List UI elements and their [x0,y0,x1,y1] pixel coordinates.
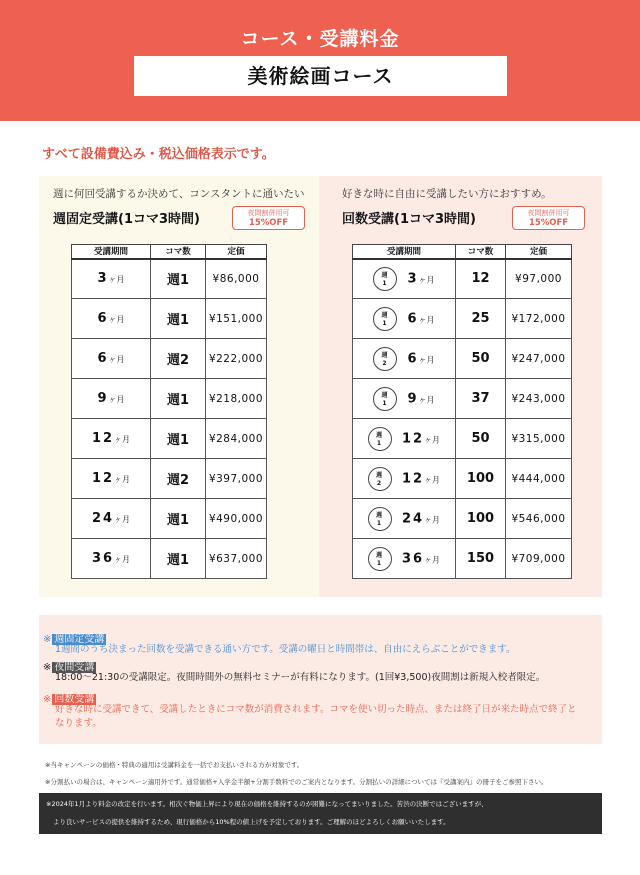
period-cell: 9ヶ月 [72,379,151,419]
weekly-tag: 週固定受講 [54,634,105,645]
weekly-title: 週固定受講(1コマ3時間) [53,212,200,227]
koma-cell: 週1 [151,419,206,459]
count-note-text-1: 好きな時に受講できて、受講したときにコマ数が消費されます。コマを使い切った時点、または終了日が来た時点で終了と [55,704,577,715]
table-row [72,419,267,459]
period-cell: 6ヶ月 [72,299,151,339]
col-header-period: 受講期間 [353,245,456,259]
count-title: 回数受講(1コマ3時間) [342,212,476,227]
course-name: 美術絵画コース [134,56,507,96]
price-cell: ¥546,000 [506,499,572,539]
koma-cell: 50 [456,339,506,379]
count-subtitle: 好きな時に自由に受講したい方におすすめ。 [342,188,552,200]
table-row [353,539,572,579]
night-note-text: 18:00〜21:30の受講限定。夜間時間外の無料セミナーが有料になります。(1回¥3,500)夜間割は新規入校者限定。 [55,672,546,683]
table-row [72,299,267,339]
period-cell: 3ヶ月 [72,259,151,299]
price-cell: ¥637,000 [206,539,267,579]
table-row [353,259,572,299]
count-discount-badge [512,206,585,230]
price-cell: ¥284,000 [206,419,267,459]
table-row [72,499,267,539]
period-cell: 週 1 12ヶ月 [353,419,456,459]
col-header-koma: コマ数 [456,245,506,259]
notice-line-2: より良いサービスの提供を維持するため、現行価格から10%程の値上げを予定しております。ご理解のほどよろしくお願いいたします。 [53,818,450,826]
koma-cell: 37 [456,379,506,419]
period-cell: 週 1 6ヶ月 [353,299,456,339]
price-cell: ¥247,000 [506,339,572,379]
price-cell: ¥444,000 [506,459,572,499]
period-cell: 36ヶ月 [72,539,151,579]
koma-cell: 100 [456,499,506,539]
koma-cell: 週1 [151,499,206,539]
koma-cell: 150 [456,539,506,579]
weekly-circle-mark: 週 1 [373,387,397,411]
notes-section [39,615,602,744]
price-cell: ¥172,000 [506,299,572,339]
count-plan-panel [319,176,602,597]
table-row [72,339,267,379]
price-cell: ¥709,000 [506,539,572,579]
count-note-text-2: なります。 [55,718,102,729]
price-revision-notice [39,793,602,834]
koma-cell: 週1 [151,379,206,419]
col-header-koma: コマ数 [151,245,206,259]
koma-cell: 100 [456,459,506,499]
tax-note: すべて設備費込み・税込価格表示です。 [42,147,275,162]
koma-cell: 週1 [151,259,206,299]
price-cell: ¥218,000 [206,379,267,419]
weekly-discount-badge [232,206,305,230]
price-cell: ¥97,000 [506,259,572,299]
count-tag: 回数受講 [54,694,95,705]
period-cell: 12ヶ月 [72,419,151,459]
badge-discount: 15%OFF [248,218,289,228]
koma-cell: 週2 [151,459,206,499]
weekly-circle-mark: 週 2 [373,347,397,371]
weekly-circle-mark: 週 1 [368,507,392,531]
table-row [72,379,267,419]
weekly-note-head: ※ 週固定受講 [43,634,105,645]
badge-text: 夜間割併用可 [247,209,290,217]
koma-cell: 週1 [151,299,206,339]
table-row [353,339,572,379]
table-row [72,459,267,499]
night-tag: 夜間受講 [54,662,95,673]
table-row [72,539,267,579]
night-note-head: ※ 夜間受講 [43,662,95,673]
period-cell: 週 1 3ヶ月 [353,259,456,299]
period-cell: 週 2 12ヶ月 [353,459,456,499]
weekly-circle-mark: 週 1 [373,267,397,291]
weekly-plan-panel [39,176,319,597]
weekly-circle-mark: 週 1 [368,427,392,451]
koma-cell: 25 [456,299,506,339]
koma-cell: 12 [456,259,506,299]
notice-line-1: ※2024年1月より料金の改定を行います。相次ぐ物価上昇により現在の価格を維持するのが困難になってまいりました。苦渋の決断ではございますが、 [46,800,488,808]
weekly-subtitle: 週に何回受講するか決めて、コンスタントに通いたい [53,188,305,200]
weekly-price-table [71,244,267,579]
period-cell: 週 1 24ヶ月 [353,499,456,539]
badge-text: 夜間割併用可 [527,209,570,217]
koma-cell: 週2 [151,339,206,379]
count-note-head: ※ 回数受講 [43,694,95,705]
footnote-campaign: ※当キャンペーンの価格・特典の適用は受講料金を一括でお支払いされる方が対象です。 [45,761,304,769]
weekly-note-text: 1週間のうち決まった回数を受講できる通い方です。受講の曜日と時間帯は、自由にえらぶことができます。 [55,644,516,655]
table-row [353,459,572,499]
price-cell: ¥151,000 [206,299,267,339]
table-row [353,299,572,339]
price-cell: ¥397,000 [206,459,267,499]
weekly-circle-mark: 週 2 [368,467,392,491]
col-header-price: 定価 [206,245,267,259]
col-header-period: 受講期間 [72,245,151,259]
table-row [72,259,267,299]
koma-cell: 週1 [151,539,206,579]
table-header-row [353,245,572,259]
table-row [353,499,572,539]
koma-cell: 50 [456,419,506,459]
page-title: コース・受講料金 [240,28,400,50]
table-row [353,379,572,419]
price-cell: ¥315,000 [506,419,572,459]
table-row [353,419,572,459]
period-cell: 週 1 36ヶ月 [353,539,456,579]
price-cell: ¥86,000 [206,259,267,299]
header-banner [0,0,640,121]
weekly-circle-mark: 週 1 [368,547,392,571]
count-price-table [352,244,572,579]
price-cell: ¥222,000 [206,339,267,379]
period-cell: 12ヶ月 [72,459,151,499]
footnote-installment: ※分割払いの場合は、キャンペーン適用外です。通常価格+入学金半額+分割手数料でのご案内となります。分割払いの詳細については『受講案内』の冊子をご参照下さい。 [45,778,548,786]
price-cell: ¥490,000 [206,499,267,539]
period-cell: 24ヶ月 [72,499,151,539]
table-header-row [72,245,267,259]
badge-discount: 15%OFF [528,218,569,228]
period-cell: 6ヶ月 [72,339,151,379]
col-header-price: 定価 [506,245,572,259]
weekly-circle-mark: 週 1 [373,307,397,331]
period-cell: 週 1 9ヶ月 [353,379,456,419]
price-cell: ¥243,000 [506,379,572,419]
period-cell: 週 2 6ヶ月 [353,339,456,379]
